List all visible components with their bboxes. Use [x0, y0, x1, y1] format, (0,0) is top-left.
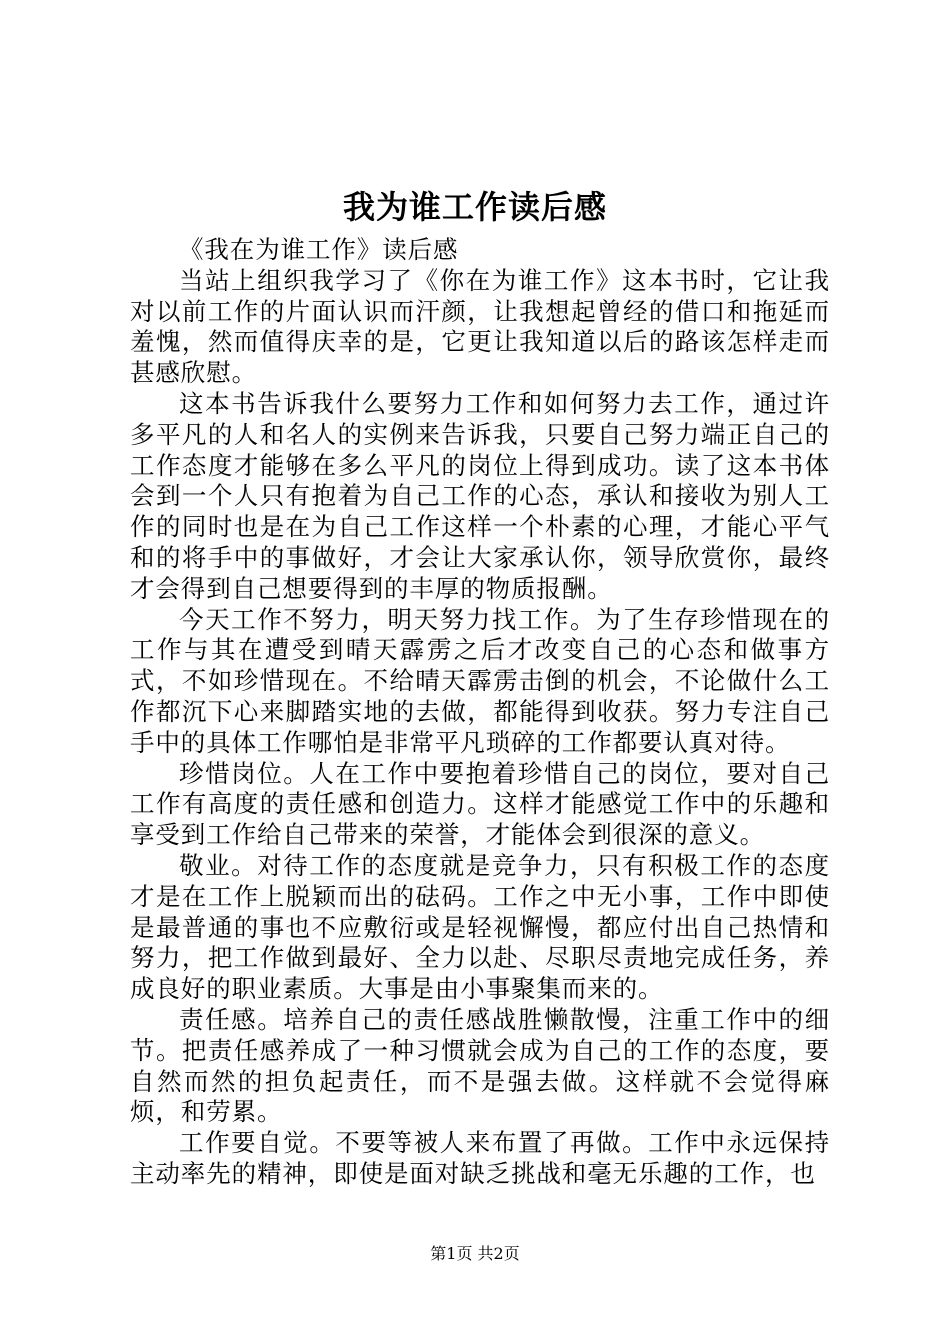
paragraph: 责任感。培养自己的责任感战胜懒散慢，注重工作中的细节。把责任感养成了一种习惯就会成为自己的工作的态度，要自然而然的担负起责任，而不是强去做。这样就不会觉得麻烦，和劳累。: [130, 1004, 830, 1127]
document-title: 我为谁工作读后感: [342, 188, 607, 226]
paragraph: 当站上组织我学习了《你在为谁工作》这本书时，它让我对以前工作的片面认识而汗颜，让我想起曾经的借口和拖延而羞愧，然而值得庆幸的是，它更让我知道以后的路该怎样走而甚感欣慰。: [130, 265, 830, 388]
paragraph: 工作要自觉。不要等被人来布置了再做。工作中永远保持主动率先的精神，即使是面对缺乏挑战和毫无乐趣的工作，也: [130, 1128, 830, 1188]
paragraph: 敬业。对待工作的态度就是竞争力，只有积极工作的态度才是在工作上脱颖而出的砝码。工作之中无小事，工作中即使是最普通的事也不应敷衍或是轻视懈慢，都应付出自己热情和努力，把工作做到最好、全力以赴、尽职尽责地完成任务，养成良好的职业素质。大事是由小事聚集而来的。: [130, 850, 830, 1004]
document-body: [130, 235, 830, 1190]
paragraph: 今天工作不努力，明天努力找工作。为了生存珍惜现在的工作与其在遭受到晴天霹雳之后才改变自己的心态和做事方式，不如珍惜现在。不给晴天霹雳击倒的机会，不论做什么工作都沉下心来脚踏实地的去做，都能得到收获。努力专注自己手中的具体工作哪怕是非常平凡琐碎的工作都要认真对待。: [130, 604, 830, 757]
paragraph-subtitle: 《我在为谁工作》读后感: [179, 235, 459, 264]
page-number-footer: 第1页 共2页: [430, 1244, 520, 1263]
paragraph: 这本书告诉我什么要努力工作和如何努力去工作，通过许多平凡的人和名人的实例来告诉我，只要自己努力端正自己的工作态度才能够在多么平凡的岗位上得到成功。读了这本书体会到一个人只有抱着为自己工作的心态，承认和接收为别人工作的同时也是在为自己工作这样一个朴素的心理，才能心平气和的将手中的事做好，才会让大家承认你，领导欣赏你，最终才会得到自己想要得到的丰厚的物质报酬。: [130, 388, 830, 603]
paragraph: 珍惜岗位。人在工作中要抱着珍惜自己的岗位，要对自己工作有高度的责任感和创造力。这样才能感觉工作中的乐趣和享受到工作给自己带来的荣誉，才能体会到很深的意义。: [130, 758, 830, 850]
